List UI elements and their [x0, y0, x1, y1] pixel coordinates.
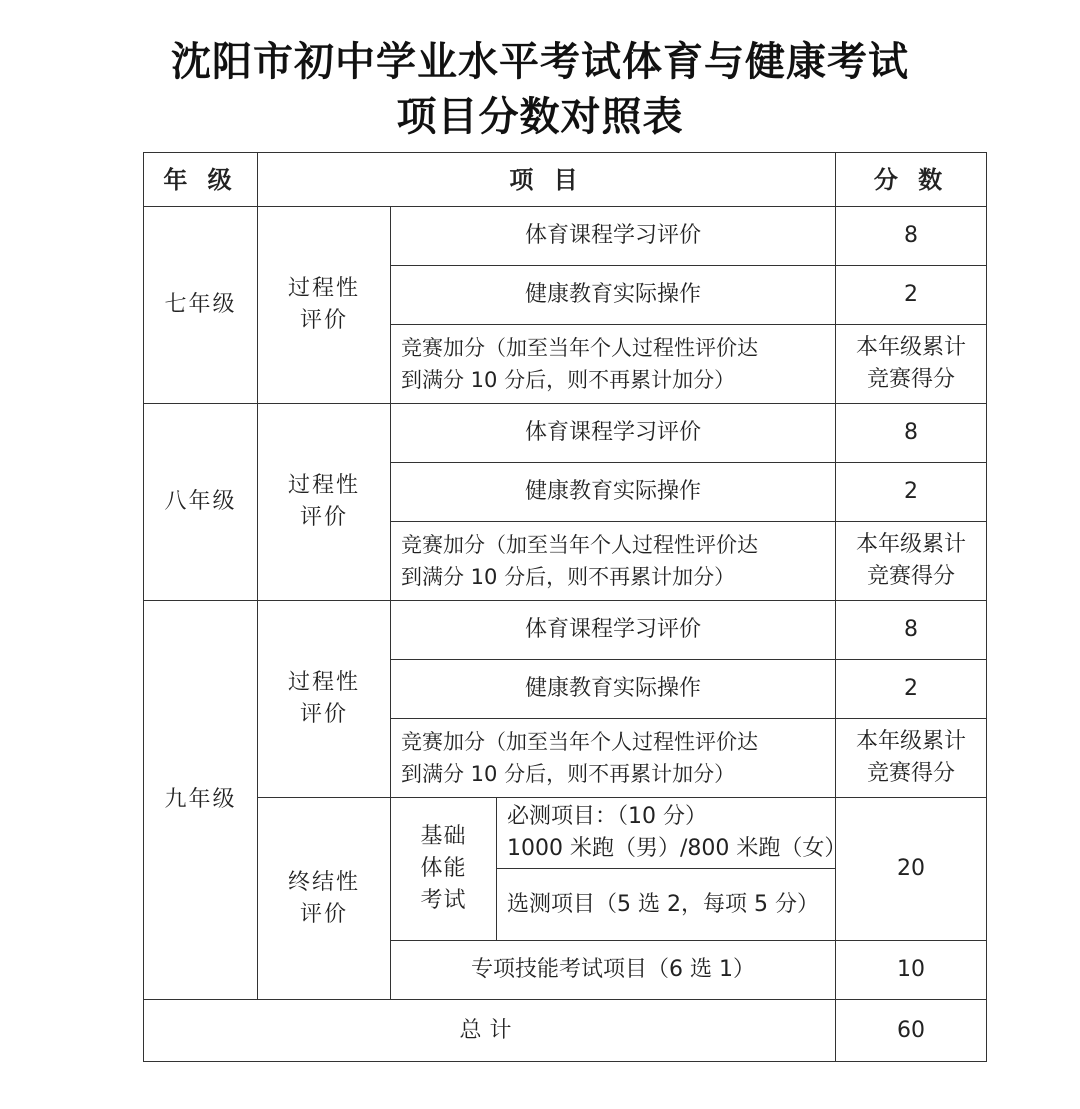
- item-label: 健康教育实际操作: [391, 463, 836, 522]
- bonus-score-line1: 本年级累计: [856, 335, 967, 360]
- required-line2: 1000 米跑（男）/800 米跑（女）: [507, 836, 847, 861]
- skill-test-label: 专项技能考试项目（6 选 1）: [391, 941, 836, 1000]
- item-score: 2: [836, 266, 987, 325]
- process-eval-cell-7: [258, 207, 391, 404]
- basic-line3: 考试: [420, 888, 467, 913]
- item-score: 8: [836, 601, 987, 660]
- header-score: 分 数: [836, 153, 987, 207]
- table-row: [144, 798, 987, 869]
- grade-cell-7: 七年级: [144, 207, 258, 404]
- bonus-score-line2: 竞赛得分: [867, 367, 956, 392]
- skill-test-score: 10: [836, 941, 987, 1000]
- bonus-label-line2: 到满分 10 分后，则不再累计加分）: [401, 565, 736, 589]
- page-title: 沈阳市初中学业水平考试体育与健康考试: [171, 39, 909, 85]
- basic-line2: 体能: [420, 856, 467, 881]
- process-eval-cell-9: [258, 601, 391, 798]
- basic-fitness-score: 20: [836, 798, 987, 941]
- bonus-score: [836, 522, 987, 601]
- item-score: 8: [836, 404, 987, 463]
- total-score: 60: [836, 1000, 987, 1062]
- bonus-label-line2: 到满分 10 分后，则不再累计加分）: [401, 762, 736, 786]
- table-header-row: [144, 153, 987, 207]
- optional-items-cell: 选测项目（5 选 2，每项 5 分）: [497, 869, 836, 941]
- page-subtitle: 项目分数对照表: [396, 94, 684, 140]
- process-eval-line2: 评价: [299, 505, 348, 530]
- bonus-label-line2: 到满分 10 分后，则不再累计加分）: [401, 368, 736, 392]
- item-score: 2: [836, 463, 987, 522]
- basic-fitness-cell: [391, 798, 497, 941]
- table-row: [144, 601, 987, 660]
- basic-line1: 基础: [420, 824, 467, 849]
- process-eval-line2: 评价: [299, 702, 348, 727]
- table-row: [144, 207, 987, 266]
- header-grade: 年 级: [144, 153, 258, 207]
- bonus-label-line1: 竞赛加分（加至当年个人过程性评价达: [401, 730, 758, 754]
- process-eval-line1: 过程性: [287, 473, 360, 498]
- required-line1: 必测项目：（10 分）: [507, 804, 707, 829]
- grade-cell-8: 八年级: [144, 404, 258, 601]
- bonus-score-line2: 竞赛得分: [867, 564, 956, 589]
- item-label: 体育课程学习评价: [391, 601, 836, 660]
- process-eval-line1: 过程性: [287, 276, 360, 301]
- item-score: 2: [836, 660, 987, 719]
- bonus-score: [836, 325, 987, 404]
- table-row: [144, 404, 987, 463]
- final-eval-line2: 评价: [299, 901, 348, 927]
- bonus-label: [391, 719, 836, 798]
- bonus-label-line1: 竞赛加分（加至当年个人过程性评价达: [401, 336, 758, 360]
- process-eval-line1: 过程性: [287, 670, 360, 695]
- process-eval-cell-8: [258, 404, 391, 601]
- process-eval-line2: 评价: [299, 308, 348, 333]
- score-table: [143, 152, 987, 1062]
- bonus-label: [391, 522, 836, 601]
- final-eval-line1: 终结性: [287, 869, 360, 895]
- bonus-score: [836, 719, 987, 798]
- bonus-label-line1: 竞赛加分（加至当年个人过程性评价达: [401, 533, 758, 557]
- table-row: [144, 1000, 987, 1062]
- bonus-label: [391, 325, 836, 404]
- item-label: 健康教育实际操作: [391, 266, 836, 325]
- bonus-score-line2: 竞赛得分: [867, 761, 956, 786]
- item-score: 8: [836, 207, 987, 266]
- bonus-score-line1: 本年级累计: [856, 729, 967, 754]
- header-item: 项 目: [258, 153, 836, 207]
- required-items-cell: [497, 798, 847, 869]
- bonus-score-line1: 本年级累计: [856, 532, 967, 557]
- item-label: 健康教育实际操作: [391, 660, 836, 719]
- item-label: 体育课程学习评价: [391, 404, 836, 463]
- item-label: 体育课程学习评价: [391, 207, 836, 266]
- final-eval-cell: [258, 798, 391, 1000]
- total-label: 总计: [144, 1000, 836, 1062]
- grade-cell-9: 九年级: [144, 601, 258, 1000]
